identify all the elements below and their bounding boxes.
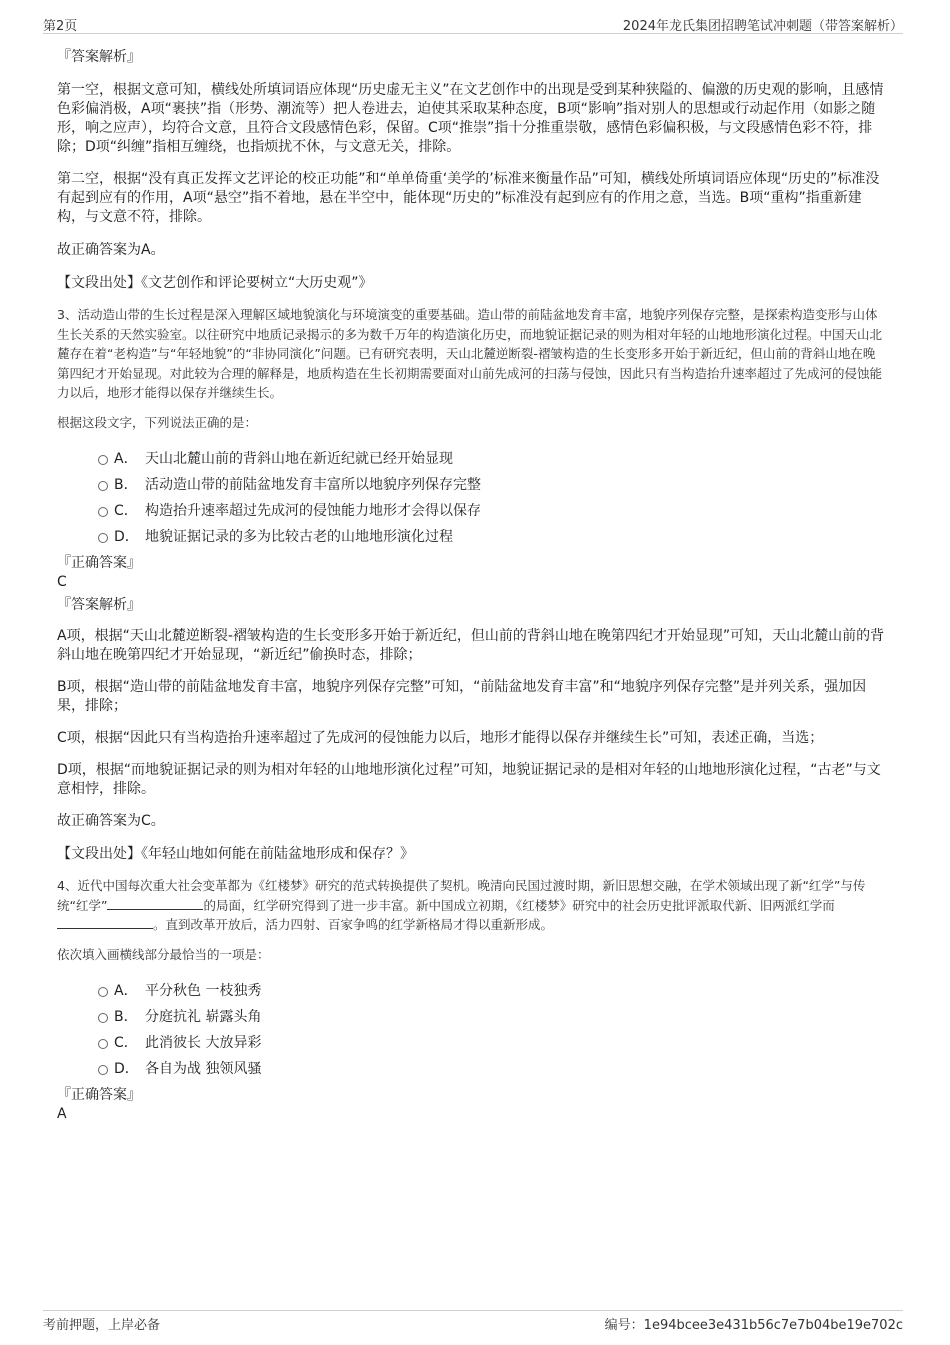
option-d[interactable]: D． 各自为战 独领风骚 xyxy=(57,1056,887,1082)
option-list xyxy=(57,978,887,1082)
page-header xyxy=(0,0,950,34)
page-number: 第2页 xyxy=(43,19,78,34)
footer-divider xyxy=(43,1310,903,1311)
radio-icon[interactable] xyxy=(98,987,108,997)
document-code: 1e94bcee3e431b56c7e7b04be19e702c xyxy=(643,1318,903,1333)
radio-icon[interactable] xyxy=(98,1065,108,1075)
radio-icon[interactable] xyxy=(98,1013,108,1023)
correct-answer-label: 『正确答案』 xyxy=(57,1087,141,1103)
correct-answer: A xyxy=(57,1106,67,1122)
footer-slogan: 考前押题，上岸必备 xyxy=(43,1318,161,1333)
option-c[interactable]: C． 此消彼长 大放异彩 xyxy=(57,1030,887,1056)
option-a[interactable]: A． 平分秋色 一枝独秀 xyxy=(57,978,887,1004)
question-4 xyxy=(57,876,887,1124)
page-body xyxy=(57,38,887,1124)
analysis-paragraph: 第二空，根据“没有真正发挥文艺评论的校正功能”和“单单倚重‘美学的’标准来衡量作品”可知，横线处所填词语应体现“历史的”标准没有起到应有的作用，A项“悬空”指不着地，悬在半空中，能体现“历史的”标准没有起到应有的作用之意，当选。B项“重构”指重新建构，与文意不符，排除。 xyxy=(57,171,880,225)
analysis-paragraph: 第一空，根据文意可知，横线处所填词语应体现“历史虚无主义”在文艺创作中的出现是受到某种狭隘的、偏激的历史观的影响，且感情色彩偏消极，A项“裹挟”指（形势、潮流等）把人卷进去，迫使其采取某种态度，B项“影响”指对别人的思想或行动起作用（如影之随形，响之应声），均符合文意，且符合文段感情色彩，保留。C项“推崇”指十分推重崇敬，感情色彩偏积极，与文段感情色彩不符，排除；D项“纠缠”指相互缠绕，也指烦扰不休，与文意无关，排除。 xyxy=(57,82,884,155)
answer-conclusion: 故正确答案为C。 xyxy=(57,813,165,829)
analysis-label: 『答案解析』 xyxy=(57,597,141,613)
option-a[interactable]: A． 天山北麓山前的背斜山地在新近纪就已经开始显现 xyxy=(57,446,887,472)
prev-question-analysis xyxy=(57,48,887,293)
option-c[interactable]: C． 构造抬升速率超过先成河的侵蚀能力地形才会得以保存 xyxy=(57,498,887,524)
analysis-paragraph: A项，根据“天山北麓逆断裂-褶皱构造的生长变形多开始于新近纪，但山前的背斜山地在晚第四纪才开始显现”可知，天山北麓山前的背斜山地在晚第四纪才开始显现，“新近纪”偷换时态，排除； xyxy=(57,628,885,663)
option-list xyxy=(57,446,887,550)
answer-conclusion: 故正确答案为A。 xyxy=(57,242,165,258)
analysis-paragraph: D项，根据“而地貌证据记录的则为相对年轻的山地地形演化过程”可知，地貌证据记录的是相对年轻的山地地形演化过程，“古老”与文意相悖，排除。 xyxy=(57,762,881,797)
question-text: 3、活动造山带的生长过程是深入理解区域地貌演化与环境演变的重要基础。造山带的前陆盆地发育丰富，地貌序列保存完整，是探索构造变形与山体生长关系的天然实验室。以往研究中地质记录揭示的多为数千万年的构造演化历史，而地貌证据记录的则为相对年轻的山地地形演化过程。中国天山北麓存在着“老构造”与“年轻地貌”的“非协同演化”问题。已有研究表明，天山北麓逆断裂-褶皱构造的生长变形多开始于新近纪，但山前的背斜山地在晚第四纪才开始显现。对此较为合理的解释是，地质构造在生长初期需要面对山前先成河的扫荡与侵蚀，因此只有当构造抬升速率超过了先成河的侵蚀能力以后，地形才能得以保存并继续生长。 xyxy=(57,307,883,400)
option-d[interactable]: D． 地貌证据记录的多为比较古老的山地地形演化过程 xyxy=(57,524,887,550)
header-divider xyxy=(43,33,903,34)
radio-icon[interactable] xyxy=(98,455,108,465)
radio-icon[interactable] xyxy=(98,533,108,543)
passage-source: 【文段出处】《文艺创作和评论要树立“大历史观”》 xyxy=(57,275,373,291)
analysis-paragraph: B项，根据“造山带的前陆盆地发育丰富，地貌序列保存完整”可知，“前陆盆地发育丰富”和“地貌序列保存完整”是并列关系，强加因果，排除； xyxy=(57,679,867,714)
fill-blank xyxy=(107,897,203,910)
option-b[interactable]: B． 活动造山带的前陆盆地发育丰富所以地貌序列保存完整 xyxy=(57,472,887,498)
footer-code: 编号：1e94bcee3e431b56c7e7b04be19e702c xyxy=(604,1318,903,1333)
question-prompt: 根据这段文字，下列说法正确的是： xyxy=(57,414,258,430)
fill-blank xyxy=(57,916,153,929)
passage-source: 【文段出处】《年轻山地如何能在前陆盆地形成和保存？》 xyxy=(57,846,414,862)
radio-icon[interactable] xyxy=(98,507,108,517)
analysis-paragraph: C项，根据“因此只有当构造抬升速率超过了先成河的侵蚀能力以后，地形才能得以保存并继续生长”可知，表述正确，当选； xyxy=(57,730,824,746)
analysis-label: 『答案解析』 xyxy=(57,49,141,65)
question-prompt: 依次填入画横线部分最恰当的一项是： xyxy=(57,946,270,962)
option-b[interactable]: B． 分庭抗礼 崭露头角 xyxy=(57,1004,887,1030)
correct-answer: C xyxy=(57,574,67,590)
radio-icon[interactable] xyxy=(98,1039,108,1049)
question-text: 4、近代中国每次重大社会变革都为《红楼梦》研究的范式转换提供了契机。晚清向民国过渡时期，新旧思想交融，在学术领域出现了新“红学”与传统“红学” 的局面，红学研究得到了进一步丰富。新中国成立初期，《红楼梦》研究中的社会历史批评派取代新、旧两派红学而 。直到改革开放后，活力四射、百家争鸣的红学新格局才得以重新形成。 xyxy=(57,878,866,932)
document-title: 2024年龙氏集团招聘笔试冲刺题（带答案解析） xyxy=(622,19,903,34)
radio-icon[interactable] xyxy=(98,481,108,491)
correct-answer-label: 『正确答案』 xyxy=(57,555,141,571)
question-3 xyxy=(57,305,887,864)
